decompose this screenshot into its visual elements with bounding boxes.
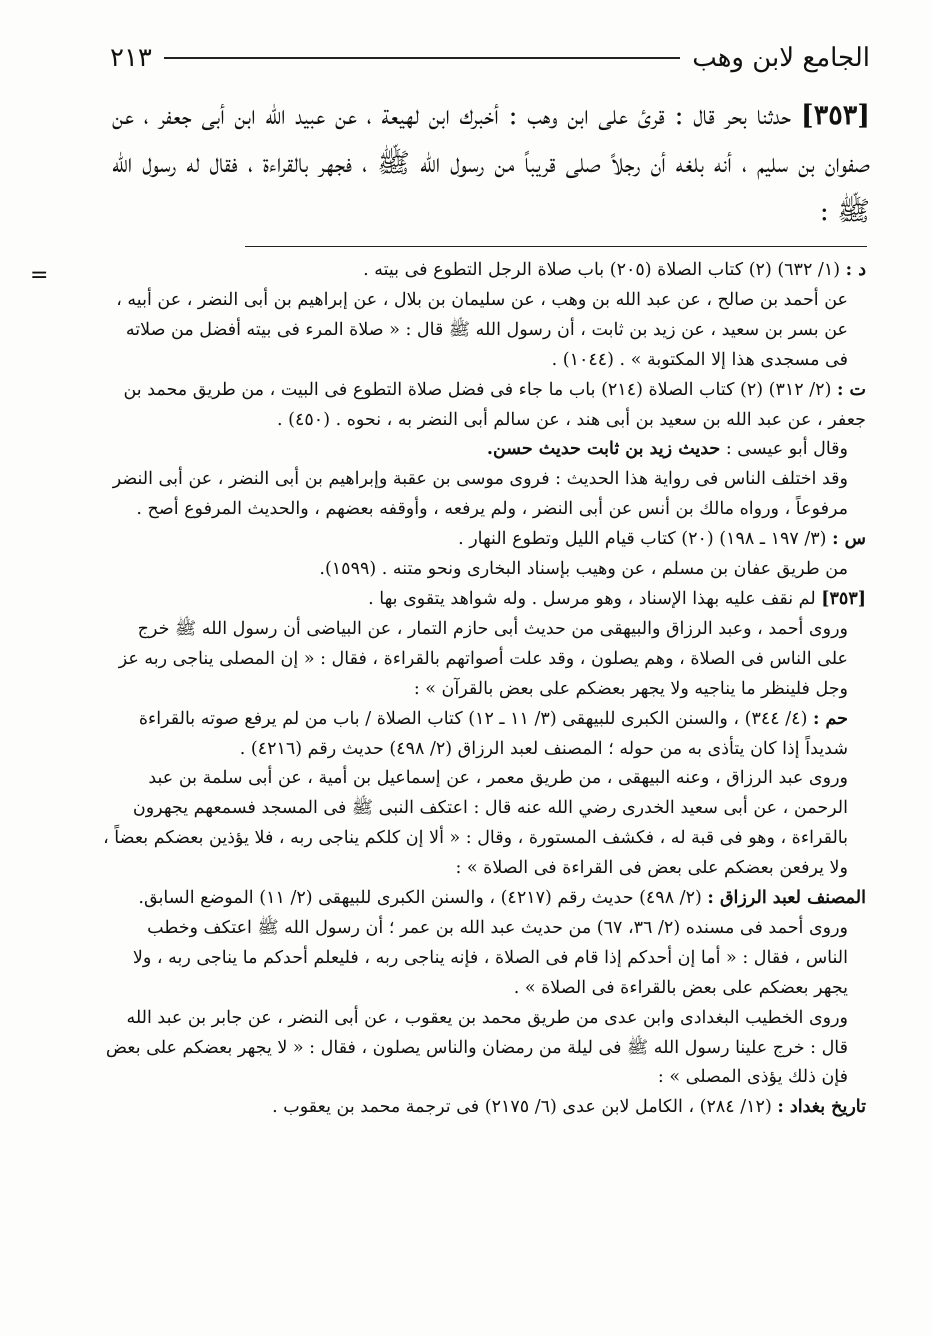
footnotes bbox=[102, 256, 866, 1123]
source-label: د : bbox=[845, 260, 866, 280]
footnote-paragraph: وروى الخطيب البغدادى وابن عدى من طريق محمد بن يعقوب ، عن أبى النضر ، عن جابر بن عبد الله قال : خرج علينا رسول الله ﷺ فى ليلة من رمضان والناس يصلون ، فقال : « لا يجهر بعضكم على بعض فإن ذلك يؤذى المصلى » : bbox=[105, 1007, 848, 1088]
footnote-line bbox=[102, 256, 866, 286]
footnote-separator bbox=[245, 246, 867, 247]
source-label: س : bbox=[832, 529, 866, 550]
footnote-paragraph: من طريق عفان بن مسلم ، عن وهيب بإسناد البخارى ونحو متنه . (١٥٩٩). bbox=[319, 559, 848, 580]
hadith-text bbox=[112, 92, 870, 236]
footnote-text: (٣/ ١٩٧ ـ ١٩٨) (٢٠) كتاب قيام الليل وتطوع النهار . bbox=[458, 529, 827, 550]
hadith-number: [٣٥٣] bbox=[800, 100, 870, 131]
footnote-text: (٢/ ٤٩٨) حديث رقم (٤٢١٧) ، والسنن الكبرى للبيهقى (٢/ ١١) الموضع السابق. bbox=[138, 888, 702, 909]
footnote-text: (٤/ ٣٤٤) ، والسنن الكبرى للبيهقى (٣/ ١١ ـ ١٢) كتاب الصلاة / باب من لم يرفع صوته بالقراءة شديداً إذا كان يتأذى به من حوله ؛ المصنف لعبد الرزاق (٢/ ٤٩٨) حديث رقم (٤٢١٦) . bbox=[138, 708, 848, 759]
footnote-paragraph: وروى أحمد ، وعبد الرزاق والبيهقى من حديث أبى حازم التمار ، عن البياضى أن رسول الله ﷺ خرج على الناس فى الصلاة ، وهم يصلون ، وقد علت أصواتهم بالقراءة ، فقال : « إن المصلى يناجى ربه عز وجل فلينظر ما يناجيه ولا يجهر بعضكم على بعض بالقرآن » : bbox=[118, 618, 848, 699]
hadith-body: حدثنا بحر قال : قرئ على ابن وهب : أخبرك ابن لهيعة ، عن عبيد الله ابن أبى جعفر ، عن صفوان بن سليم ، أنه بلغه أن رجلاً صلى قريباً من رسول الله ﷺ ، فجهر بالقراءة ، فقال له رسول الله ﷺ : bbox=[112, 100, 870, 227]
footnote-line bbox=[102, 585, 866, 615]
footnote-text: (١٢/ ٢٨٤) ، الكامل لابن عدى (٦/ ٢١٧٥) فى ترجمة محمد بن يعقوب . bbox=[272, 1097, 772, 1118]
footnote-number: [٣٥٣] bbox=[821, 588, 866, 609]
page-number: ٢١٣ bbox=[110, 43, 152, 73]
footnote-line bbox=[102, 435, 866, 465]
source-label: تاريخ بغداد : bbox=[777, 1097, 866, 1118]
source-label: ت : bbox=[836, 379, 866, 400]
book-title: الجامع لابن وهب bbox=[692, 43, 870, 73]
footnote-text: لم نقف عليه بهذا الإسناد ، وهو مرسل . وله شواهد يتقوى بها . bbox=[368, 588, 816, 609]
footnote-line bbox=[102, 525, 866, 555]
footnote-text: وقال أبو عيسى : bbox=[725, 439, 848, 460]
running-header bbox=[110, 38, 870, 78]
footnote-paragraph: وروى أحمد فى مسنده (٢/ ٣٦، ٦٧) من حديث عبد الله بن عمر ؛ أن رسول الله ﷺ اعتكف وخطب الناس ، فقال : « أما إن أحدكم إذا قام فى الصلاة ، فإنه يناجى ربه ، فليعلم أحدكم ما يناجى ربه ، ولا يجهر بعضكم على بعض بالقراءة فى الصلاة » . bbox=[132, 917, 848, 998]
footnote-line bbox=[102, 705, 866, 765]
header-rule bbox=[164, 57, 680, 59]
footnote-line bbox=[102, 376, 866, 436]
footnote-line bbox=[102, 1093, 866, 1123]
source-label: حم : bbox=[812, 708, 848, 729]
source-label: المصنف لعبد الرزاق : bbox=[707, 888, 866, 909]
footnote-paragraph: وقد اختلف الناس فى رواية هذا الحديث : فروى موسى بن عقبة وإبراهيم بن أبى النضر ، عن أبى النضر مرفوعاً ، ورواه مالك بن أنس عن أبى النضر ، ولم يرفعه ، وأوقفه بعضهم ، والحديث المرفوع أصح . bbox=[112, 469, 848, 520]
footnote-text: (١/ ٦٣٢) (٢) كتاب الصلاة (٢٠٥) باب صلاة الرجل التطوع فى بيته . bbox=[363, 260, 841, 280]
footnote-text: (٢/ ٣١٢) (٢) كتاب الصلاة (٢١٤) باب ما جاء فى فضل صلاة التطوع فى البيت ، من طريق محمد بن جعفر ، عن عبد الله بن سعيد بن أبى هند ، عن سالم أبى النضر به ، نحوه . (٤٥٠) . bbox=[123, 379, 866, 430]
footnote-line bbox=[102, 884, 866, 914]
grading-text: حديث زيد بن ثابت حديث حسن. bbox=[486, 439, 721, 460]
continuation-mark: = bbox=[30, 263, 49, 288]
footnote-paragraph: وروى عبد الرزاق ، وعنه البيهقى ، من طريق معمر ، عن إسماعيل بن أمية ، عن أبى سلمة بن عبد الرحمن ، عن أبى سعيد الخدرى رضي الله عنه قال : اعتكف النبى ﷺ فى المسجد فسمعهم يجهرون بالقراءة ، وهو فى قبة له ، فكشف المستورة ، وقال : « ألا إن كلكم يناجى ربه ، فلا يؤذين بعضكم بعضاً ، ولا يرفعن بعضكم على بعض فى القراءة فى الصلاة » : bbox=[103, 768, 848, 879]
footnote-paragraph: عن أحمد بن صالح ، عن عبد الله بن وهب ، عن سليمان بن بلال ، عن إبراهيم بن أبى النضر ، عن أبيه ، عن بسر بن سعيد ، عن زيد بن ثابت ، أن رسول الله ﷺ قال : « صلاة المرء فى بيته أفضل من صلاته فى مسجدى هذا إلا المكتوبة » . (١٠٤٤) . bbox=[116, 289, 848, 370]
